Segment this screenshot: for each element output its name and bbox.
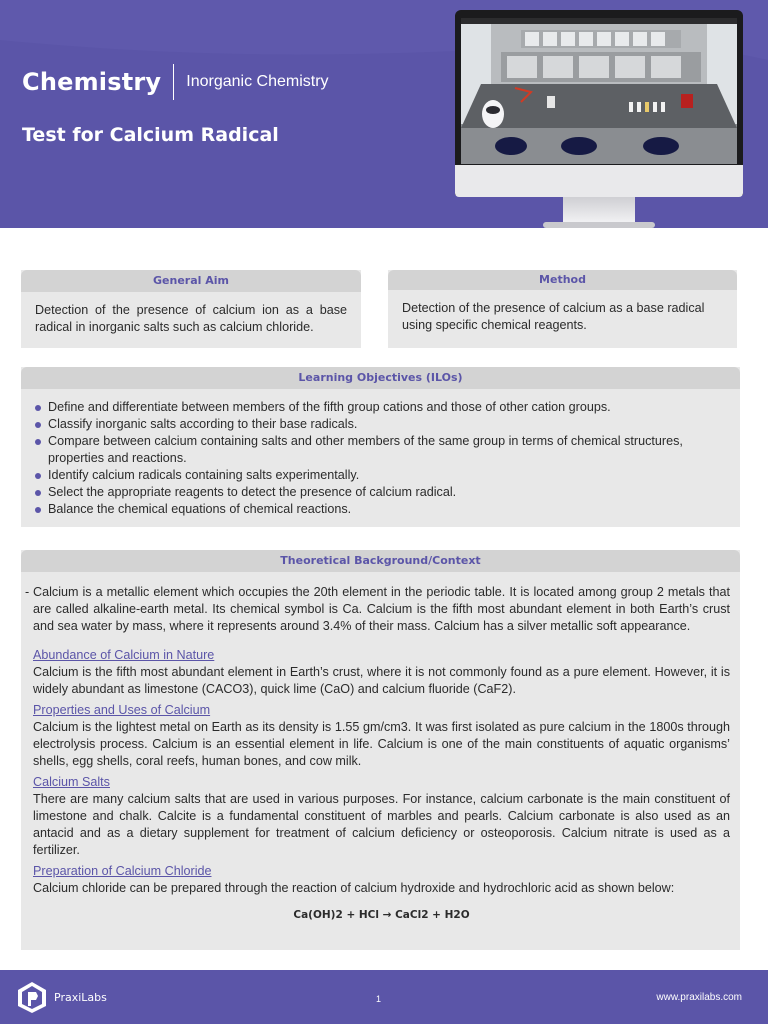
theoretical-background-body [21, 572, 740, 924]
list-item: Balance the chemical equations of chemical reactions. [34, 501, 726, 518]
section-title-link[interactable]: Calcium Salts [33, 775, 110, 789]
section-title-link[interactable]: Preparation of Calcium Chloride [33, 864, 212, 878]
monitor-base [543, 222, 655, 228]
section-text: Calcium chloride can be prepared through the reaction of calcium hydroxide and hydrochloric acid as shown below: [33, 881, 675, 895]
section-abundance [33, 647, 730, 698]
section-preparation [33, 863, 730, 897]
subject-title: Chemistry [22, 68, 162, 96]
section-title-link[interactable]: Abundance of Calcium in Nature [33, 648, 215, 662]
brand-name: PraxiLabs [54, 990, 107, 1004]
general-aim-heading: General Aim [21, 270, 361, 292]
cube-logo-icon [16, 980, 48, 1014]
section-salts [33, 774, 730, 859]
website-link[interactable]: www.praxilabs.com [656, 992, 742, 1003]
method-text: Detection of the presence of calcium as a base radical using specific chemical reagents. [402, 301, 705, 332]
theoretical-background-card [21, 550, 740, 950]
section-title-link[interactable]: Properties and Uses of Calcium [33, 703, 211, 717]
learning-objectives-card [21, 367, 740, 527]
page-number: 1 [376, 994, 382, 1004]
experiment-title: Test for Calcium Radical [22, 124, 279, 146]
monitor-chin [455, 165, 743, 197]
virtual-lab-screenshot [461, 18, 737, 164]
list-item: Select the appropriate reagents to detect the presence of calcium radical. [34, 484, 726, 501]
bullet-icon [35, 405, 41, 411]
intro-dash: - [25, 585, 30, 599]
list-item: Compare between calcium containing salts and other members of the same group in terms of chemical structures, properties and reactions. [34, 433, 726, 467]
section-text: Calcium is the fifth most abundant element in Earth’s crust, where it is not commonly found as a pure element. However, it is widely abundant as limestone (CACO3), quick lime (CaO) and calcium fluoride (CaF2). [33, 665, 730, 696]
praxilabs-logo [16, 980, 107, 1014]
list-item: Identify calcium radicals containing salts experimentally. [34, 467, 726, 484]
intro-paragraph: - Calcium is a metallic element which occupies the 20th element in the periodic table. It is located among group 2 metals that are called alkaline-earth metal. Its chemical symbol is Ca. Calcium is the fifth most abundant element in both Earth’s crust and sea water by mass, where it represents around 3.4% of their mass. Calcium has a silver metallic soft appearance. [25, 585, 730, 633]
bullet-icon [35, 439, 41, 445]
page-footer [0, 970, 768, 1024]
branch-title: Inorganic Chemistry [186, 73, 329, 90]
general-aim-card [21, 270, 361, 348]
bullet-icon [35, 473, 41, 479]
section-text: Calcium is the lightest metal on Earth as its density is 1.55 gm/cm3. It was first isolated as pure calcium in the 1800s through electrolysis process. Calcium is an essential element in life. Calcium is one of the main constituents of aquatic organisms’ shells, egg shells, coral reefs, human bones, and cow milk. [33, 720, 730, 768]
monitor-neck [563, 197, 635, 223]
list-item: Define and differentiate between members of the fifth group cations and those of other cation groups. [34, 399, 726, 416]
monitor-illustration [455, 10, 743, 228]
method-heading: Method [388, 270, 737, 290]
subject-row [22, 64, 329, 100]
section-properties [33, 702, 730, 770]
objectives-list [21, 389, 740, 518]
page-header [0, 0, 768, 228]
bullet-icon [35, 490, 41, 496]
list-item: Classify inorganic salts according to their base radicals. [34, 416, 726, 433]
section-text: There are many calcium salts that are used in various purposes. For instance, calcium carbonate is the main constituent of limestone and chalk. Calcite is a fundamental constituent of marbles and pearls. Calcium carbonate is also used as an antacid and as a dietary supplement for treatment of calcium deficiency or osteoporosis. Calcium nitrate is used as a fertilizer. [33, 792, 730, 857]
chemical-equation: Ca(OH)2 + HCl → CaCl2 + H2O [293, 909, 470, 921]
bullet-icon [35, 422, 41, 428]
general-aim-text: Detection of the presence of calcium ion as a base radical in inorganic salts such as calcium chloride. [35, 303, 347, 334]
title-divider [173, 64, 174, 100]
theoretical-background-heading: Theoretical Background/Context [21, 550, 740, 572]
lab-scene-image [461, 18, 737, 164]
learning-objectives-heading: Learning Objectives (ILOs) [21, 367, 740, 389]
method-card [388, 270, 737, 348]
bullet-icon [35, 507, 41, 513]
